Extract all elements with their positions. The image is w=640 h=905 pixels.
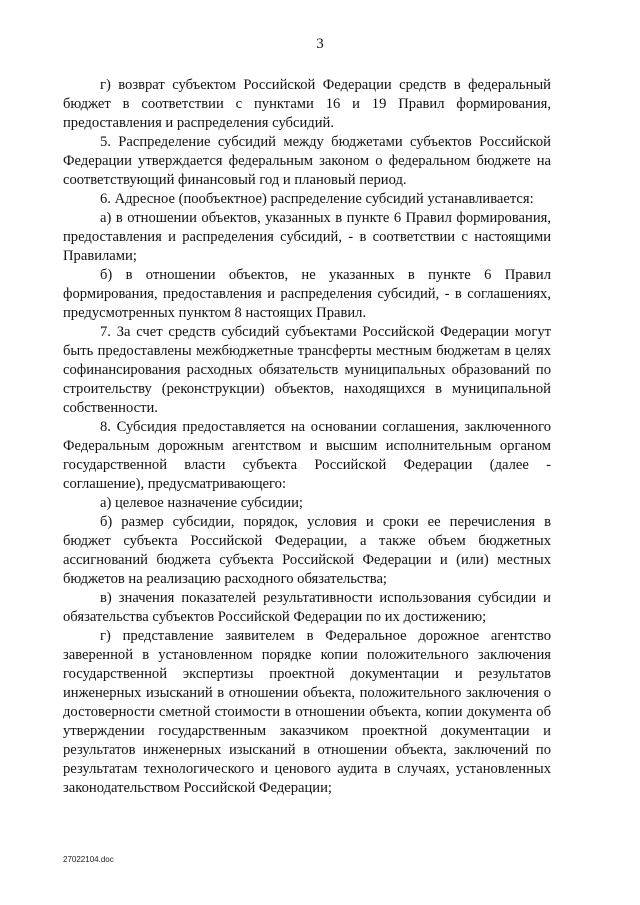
paragraph-7: 7. За счет средств субсидий субъектами Российской Федерации могут быть предоставлены межбюджетные трансферты местным бюджетам в целях софинансирования расходных обязательств муниципальных образований по строительству (реконструкции) объектов, находящихся в муниципальной собственности.: [63, 324, 551, 416]
page-number: 3: [316, 36, 324, 52]
paragraph-8a: а) целевое назначение субсидии;: [100, 495, 303, 511]
paragraph-6b: б) в отношении объектов, не указанных в пункте 6 Правил формирования, предоставления и распределения субсидий, - в соглашениях, предусмотренных пунктом 8 настоящих Правил.: [63, 267, 551, 321]
document-body: [63, 76, 551, 798]
paragraph-8: 8. Субсидия предоставляется на основании соглашения, заключенного Федеральным дорожным агентством и высшим исполнительным органом государственной власти субъекта Российской Федерации (далее - соглашение), предусматривающего:: [63, 419, 551, 492]
paragraph-6a: а) в отношении объектов, указанных в пункте 6 Правил формирования, предоставления и распределения субсидий, - в соответствии с настоящими Правилами;: [63, 210, 551, 264]
paragraph-4g: г) возврат субъектом Российской Федерации средств в федеральный бюджет в соответствии с пунктами 16 и 19 Правил формирования, предоставления и распределения субсидий.: [63, 77, 551, 131]
paragraph-5: 5. Распределение субсидий между бюджетами субъектов Российской Федерации утверждается федеральным законом о федеральном бюджете на соответствующий финансовый год и плановый период.: [63, 134, 551, 188]
paragraph-8v: в) значения показателей результативности использования субсидии и обязательства субъектов Российской Федерации по их достижению;: [63, 590, 551, 625]
paragraph-6: 6. Адресное (пообъектное) распределение субсидий устанавливается:: [100, 191, 534, 207]
paragraph-8g: г) представление заявителем в Федеральное дорожное агентство заверенной в установленном порядке копии положительного заключения государственной экспертизы проектной документации и результатов инженерных изысканий в отношении объекта, положительного заключения о достоверности сметной стоимости в отношении объекта, копии документа об утверждении государственным заказчиком проектной документации и результатов инженерных изысканий в отношении объекта, заключений по результатам технологического и ценового аудита в случаях, установленных законодательством Российской Федерации;: [63, 628, 551, 796]
paragraph-8b: б) размер субсидии, порядок, условия и сроки ее перечисления в бюджет субъекта Российской Федерации, а также объем бюджетных ассигнований бюджета субъекта Российской Федерации и (или) местных бюджетов на реализацию расходного обязательства;: [63, 514, 551, 587]
file-name-footer: 27022104.doc: [63, 855, 114, 864]
